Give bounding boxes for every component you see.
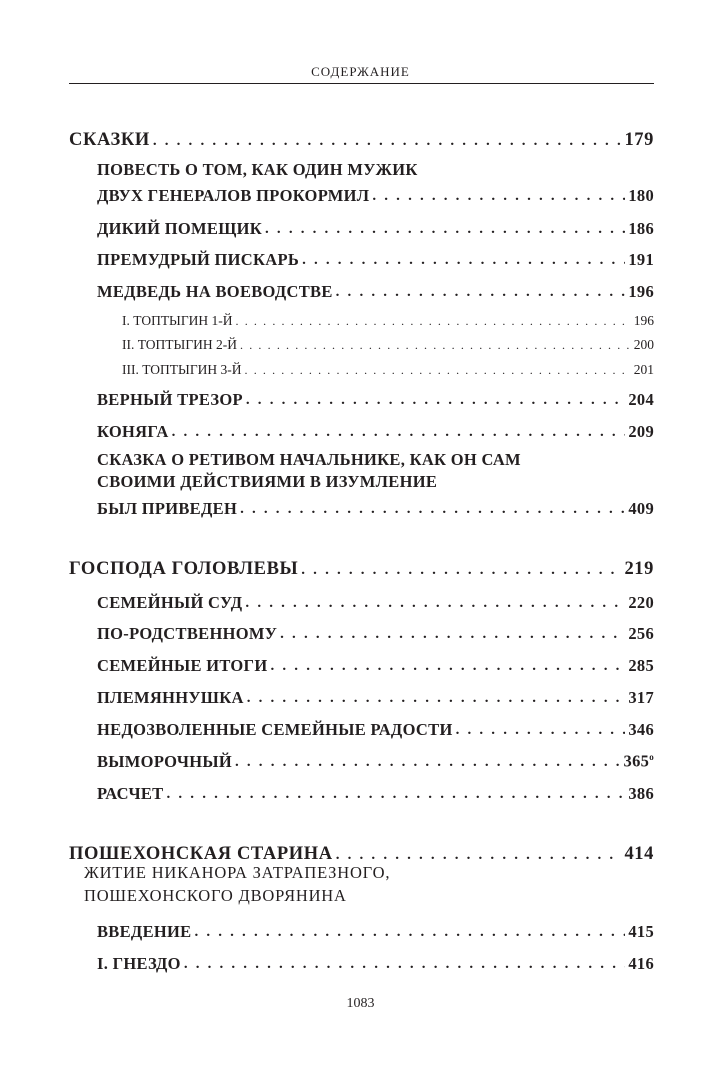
toc-entry-title: РАСЧЕТ <box>97 783 164 803</box>
subtitle-line1: ЖИТИЕ НИКАНОРА ЗАТРАПЕЗНОГО, <box>84 863 391 882</box>
running-header: СОДЕРЖАНИЕ <box>311 64 410 79</box>
toc-entry-toptygin1[interactable] <box>0 303 721 327</box>
toc-entry-title: МЕДВЕДЬ НА ВОЕВОДСТВЕ <box>97 281 333 301</box>
toc-entry-semeyny-sud[interactable] <box>0 587 721 611</box>
dot-leader <box>172 425 626 440</box>
dot-leader <box>246 393 625 408</box>
toc-entry-title: СЕМЕЙНЫЕ ИТОГИ <box>97 655 268 675</box>
toc-entry-vymorochny[interactable] <box>0 746 721 770</box>
toc-entry-page: 415 <box>628 921 654 941</box>
toc-entry-page: 200 <box>633 336 654 352</box>
toc-entry-title: I. ТОПТЫГИН 1-Й <box>122 312 233 328</box>
toc-entry-title: III. ТОПТЫГИН 3-Й <box>122 361 242 377</box>
toc-entry-povest-line1[interactable]: ПОВЕСТЬ О ТОМ, КАК ОДИН МУЖИК <box>97 160 418 179</box>
toc-entry-title: ПО-РОДСТВЕННОМУ <box>97 623 278 643</box>
toc-entry-page: 204 <box>628 389 654 409</box>
dot-leader <box>456 723 626 738</box>
dot-leader <box>194 925 625 940</box>
header-rule <box>69 83 654 84</box>
toc-entry-title: НЕДОЗВОЛЕННЫЕ СЕМЕЙНЫЕ РАДОСТИ <box>97 719 453 739</box>
toc-entry-skazka-retivom-line1[interactable]: СКАЗКА О РЕТИВОМ НАЧАЛЬНИКЕ, КАК ОН САМ <box>97 450 521 469</box>
dot-leader <box>167 787 626 802</box>
toc-entry-povest[interactable] <box>0 180 721 204</box>
toc-entry-poshekhonskaya[interactable] <box>0 839 721 863</box>
dot-leader <box>280 627 625 642</box>
toc-entry-dikiy[interactable] <box>0 213 721 237</box>
toc-entry-gnezdo[interactable] <box>0 948 721 972</box>
toc-entry-title: ГОСПОДА ГОЛОВЛЕВЫ <box>69 558 299 579</box>
dot-leader <box>265 222 625 237</box>
toc-entry-page: 317 <box>628 687 654 707</box>
page-number-footer: 1083 <box>346 996 375 1011</box>
dot-leader <box>271 659 626 674</box>
toc-entry-page: 409 <box>628 498 654 518</box>
toc-entry-title: I. ГНЕЗДО <box>97 953 181 973</box>
toc-entry-page: 416 <box>628 953 654 973</box>
dot-leader <box>240 502 625 517</box>
dot-leader <box>247 691 626 706</box>
toc-entry-page: 201 <box>633 361 654 377</box>
dot-leader <box>184 957 626 972</box>
toc-entry-page: 256 <box>628 623 654 643</box>
dot-leader <box>153 134 622 149</box>
toc-entry-medved[interactable] <box>0 276 721 300</box>
toc-entry-title: ПОШЕХОНСКАЯ СТАРИНА <box>69 843 333 864</box>
dot-leader <box>245 596 625 611</box>
toc-entry-page: 386 <box>628 783 654 803</box>
toc-entry-skazka-retivom-line2[interactable]: СВОИМИ ДЕЙСТВИЯМИ В ИЗУМЛЕНИЕ <box>97 472 438 491</box>
toc-entry-page: 414 <box>624 843 654 864</box>
toc-entry-toptygin3[interactable] <box>0 352 721 376</box>
toc-entry-page: 191 <box>628 249 654 269</box>
toc-entry-premudry[interactable] <box>0 244 721 268</box>
toc-entry-page: 196 <box>628 281 654 301</box>
toc-entry-nedozvolennye[interactable] <box>0 714 721 738</box>
dot-leader <box>240 339 631 351</box>
toc-entry-page: 180 <box>628 185 654 205</box>
dot-leader <box>245 364 631 376</box>
toc-entry-page: 346 <box>628 719 654 739</box>
dot-leader <box>336 848 622 863</box>
toc-entry-page <box>624 753 654 770</box>
dot-leader <box>235 755 621 770</box>
subtitle-line2: ПОШЕХОНСКОГО ДВОРЯНИНА <box>84 886 347 905</box>
toc-entry-title: II. ТОПТЫГИН 2-Й <box>122 336 238 352</box>
toc-entry-title: БЫЛ ПРИВЕДЕН <box>97 498 238 518</box>
toc-entry-page: 219 <box>624 558 654 579</box>
dot-leader <box>336 285 626 300</box>
toc-entry-vvedenie[interactable] <box>0 916 721 940</box>
toc-entry-title: СЕМЕЙНЫЙ СУД <box>97 592 243 612</box>
toc-entry-title: ДВУХ ГЕНЕРАЛОВ ПРОКОРМИЛ <box>97 185 370 205</box>
toc-entry-skazki[interactable] <box>0 125 721 149</box>
toc-entry-title: КОНЯГА <box>97 421 169 441</box>
toc-entry-konyaga[interactable] <box>0 416 721 440</box>
dot-leader <box>301 563 621 578</box>
toc-entry-title: ДИКИЙ ПОМЕЩИК <box>97 218 263 238</box>
toc-entry-page: 196 <box>633 312 654 328</box>
dot-leader <box>236 315 631 327</box>
toc-entry-po-rodstvennomu[interactable] <box>0 618 721 642</box>
toc-entry-title: ПРЕМУДРЫЙ ПИСКАРЬ <box>97 249 300 269</box>
dot-leader <box>372 189 625 204</box>
toc-entry-plemyannushka[interactable] <box>0 682 721 706</box>
toc-entry-golovlevy[interactable] <box>0 554 721 578</box>
toc-entry-title: ПЛЕМЯННУШКА <box>97 687 244 707</box>
toc-entry-page: 220 <box>628 592 654 612</box>
toc-entry-page: 186 <box>628 218 654 238</box>
toc-entry-verny[interactable] <box>0 384 721 408</box>
toc-entry-raschet[interactable] <box>0 778 721 802</box>
toc-entry-title: ВВЕДЕНИЕ <box>97 921 192 941</box>
toc-entry-page: 179 <box>624 129 654 150</box>
toc-entry-semeynye-itogi[interactable] <box>0 650 721 674</box>
toc-entry-skazka-retivom[interactable] <box>0 493 721 517</box>
toc-entry-title: ВЫМОРОЧНЫЙ <box>97 751 232 771</box>
dot-leader <box>302 253 625 268</box>
toc-entry-page: 209 <box>628 421 654 441</box>
page-number: 365 <box>623 751 650 771</box>
toc-entry-title: СКАЗКИ <box>69 129 150 150</box>
toc-entry-page: 285 <box>628 655 654 675</box>
page-superscript: о <box>649 752 654 762</box>
toc-entry-toptygin2[interactable] <box>0 327 721 351</box>
toc-entry-title: ВЕРНЫЙ ТРЕЗОР <box>97 389 243 409</box>
